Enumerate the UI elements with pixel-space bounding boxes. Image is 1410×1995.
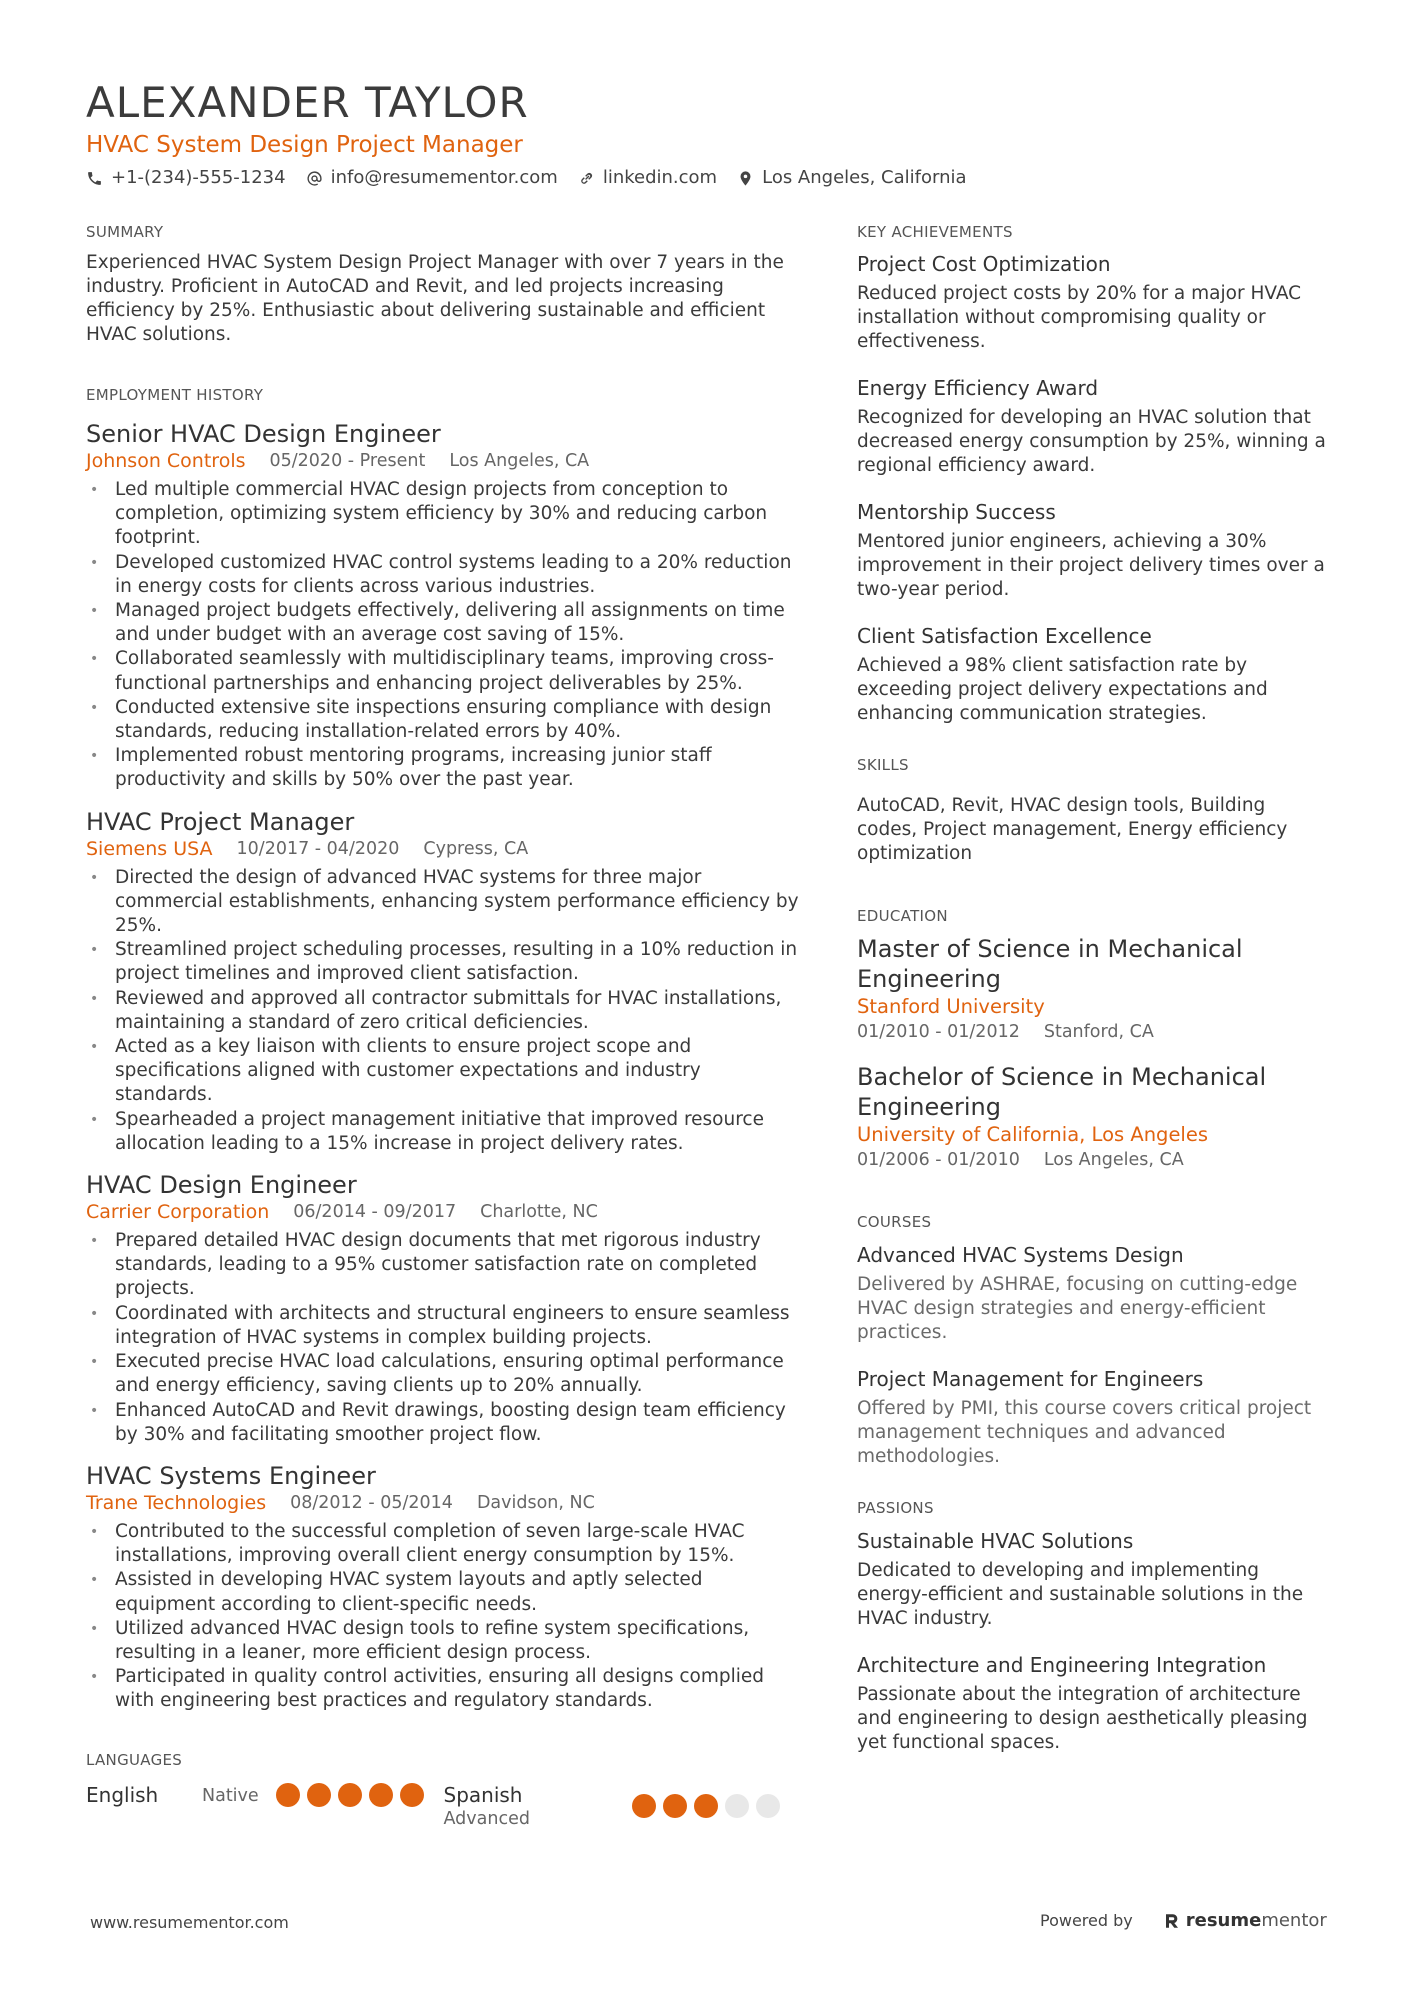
job-company: Siemens USA bbox=[86, 837, 213, 860]
passion-item bbox=[857, 1528, 1327, 1631]
course-item bbox=[857, 1242, 1327, 1345]
achievement-title: Energy Efficiency Award bbox=[857, 376, 1099, 400]
language-rating bbox=[276, 1783, 431, 1807]
link-icon bbox=[578, 170, 595, 187]
rating-dot-filled bbox=[632, 1794, 656, 1818]
job-location: Charlotte, NC bbox=[480, 1202, 598, 1223]
job-dates: 06/2014 - 09/2017 bbox=[293, 1202, 457, 1223]
achievement-title: Mentorship Success bbox=[857, 500, 1056, 524]
education-list bbox=[857, 934, 1327, 1172]
job-bullet: • Streamlined project scheduling processes, resulting in a 10% reduction in project timelines and improved client satisfaction. bbox=[86, 938, 801, 986]
candidate-name: ALEXANDER TAYLOR bbox=[86, 78, 529, 127]
job-bullet: • Prepared detailed HVAC design documents that met rigorous industry standards, leading to a 95% customer satisfaction rate on completed projects. bbox=[86, 1229, 801, 1302]
education-degree: Master of Science in Mechanical Engineering bbox=[857, 935, 1243, 993]
job-role: HVAC Systems Engineer bbox=[86, 1461, 376, 1490]
job-dates: 08/2012 - 05/2014 bbox=[290, 1492, 453, 1513]
achievement-item bbox=[857, 251, 1327, 354]
job-bullet: • Participated in quality control activities, ensuring all designs complied with engineering best practices and regulatory standards. bbox=[86, 1665, 801, 1713]
education-heading: EDUCATION bbox=[857, 907, 948, 925]
achievement-title: Client Satisfaction Excellence bbox=[857, 624, 1152, 648]
language-name: English bbox=[86, 1782, 159, 1807]
contact-linkedin[interactable] bbox=[578, 166, 717, 190]
job-bullet: • Spearheaded a project management initiative that improved resource allocation leading to a 15% increase in project delivery rates. bbox=[86, 1108, 801, 1156]
achievement-desc: Achieved a 98% client satisfaction rate by exceeding project delivery expectations and enhancing communication strategies. bbox=[857, 655, 1268, 724]
rating-dot-filled bbox=[307, 1783, 331, 1807]
skills-heading: SKILLS bbox=[857, 756, 909, 774]
rating-dot-empty bbox=[756, 1794, 780, 1818]
passion-desc: Passionate about the integration of architecture and engineering to design aesthetically pleasing yet functional spaces. bbox=[857, 1684, 1308, 1753]
contact-email[interactable] bbox=[306, 166, 558, 190]
linkedin-text: linkedin.com bbox=[602, 167, 718, 188]
job-bullet: • Collaborated seamlessly with multidisciplinary teams, improving cross-functional partnerships and enhancing project deliverables by 25%. bbox=[86, 647, 801, 695]
passion-item bbox=[857, 1652, 1327, 1755]
education-meta bbox=[857, 1148, 1327, 1172]
education-location: Stanford, CA bbox=[1043, 1022, 1154, 1042]
languages-heading: LANGUAGES bbox=[86, 1750, 183, 1769]
course-desc: Offered by PMI, this course covers critical project management techniques and advanced methodologies. bbox=[857, 1398, 1312, 1467]
education-item bbox=[857, 934, 1327, 1044]
employment-heading: EMPLOYMENT HISTORY bbox=[86, 386, 264, 404]
job-bullet: • Managed project budgets effectively, delivering all assignments on time and under budget with an average cost saving of 15%. bbox=[86, 599, 801, 647]
location-text: Los Angeles, California bbox=[762, 167, 967, 188]
powered-by-label: Powered by bbox=[1040, 1911, 1133, 1930]
job-bullet: • Led multiple commercial HVAC design projects from conception to completion, optimizing system efficiency by 30% and reducing carbon footprint. bbox=[86, 478, 801, 551]
job-entry bbox=[86, 1170, 801, 1447]
job-bullet: • Directed the design of advanced HVAC systems for three major commercial establishments, enhancing system performance efficiency by 25%. bbox=[86, 866, 801, 939]
achievement-item bbox=[857, 623, 1327, 726]
brand-logo[interactable] bbox=[1163, 1910, 1327, 1931]
phone-icon bbox=[86, 170, 103, 187]
education-location: Los Angeles, CA bbox=[1043, 1150, 1184, 1170]
job-bullet: • Utilized advanced HVAC design tools to refine system specifications, resulting in a leaner, more efficient design process. bbox=[86, 1617, 801, 1665]
education-meta bbox=[857, 1020, 1327, 1044]
job-bullet: • Conducted extensive site inspections ensuring compliance with design standards, reducing installation-related errors by 40%. bbox=[86, 696, 801, 744]
job-bullet: • Reviewed and approved all contractor submittals for HVAC installations, maintaining a standard of zero critical deficiencies. bbox=[86, 987, 801, 1035]
summary-heading: SUMMARY bbox=[86, 223, 164, 241]
job-dates: 10/2017 - 04/2020 bbox=[236, 838, 400, 859]
resumementor-logo-icon bbox=[1163, 1912, 1181, 1930]
language-rating bbox=[632, 1794, 787, 1818]
language-name: Spanish bbox=[443, 1782, 523, 1807]
education-item bbox=[857, 1062, 1327, 1172]
rating-dot-filled bbox=[369, 1783, 393, 1807]
job-bullet: • Executed precise HVAC load calculations, ensuring optimal performance and energy efficiency, saving clients up to 20% annually. bbox=[86, 1350, 801, 1398]
education-school: Stanford University bbox=[857, 995, 1045, 1018]
candidate-title: HVAC System Design Project Manager bbox=[86, 132, 523, 158]
achievement-item bbox=[857, 499, 1327, 602]
resume-header bbox=[86, 78, 1326, 190]
rating-dot-filled bbox=[663, 1794, 687, 1818]
job-bullets bbox=[86, 1229, 801, 1447]
rating-dot-filled bbox=[338, 1783, 362, 1807]
passion-list bbox=[857, 1528, 1327, 1755]
location-pin-icon bbox=[737, 170, 754, 187]
language-level: Advanced bbox=[443, 1808, 530, 1829]
left-column bbox=[86, 222, 801, 1832]
language-item bbox=[444, 1782, 802, 1832]
rating-dot-filled bbox=[694, 1794, 718, 1818]
right-column bbox=[857, 222, 1327, 1776]
job-bullets bbox=[86, 866, 801, 1156]
achievement-title: Project Cost Optimization bbox=[857, 252, 1111, 276]
passion-title: Sustainable HVAC Solutions bbox=[857, 1529, 1134, 1553]
achievement-list bbox=[857, 251, 1327, 726]
achievements-heading: KEY ACHIEVEMENTS bbox=[857, 223, 1013, 241]
email-text: info@resumementor.com bbox=[330, 167, 558, 188]
at-icon bbox=[306, 170, 323, 187]
contact-location bbox=[737, 166, 966, 190]
job-bullet: • Coordinated with architects and structural engineers to ensure seamless integration of HVAC systems in complex building projects. bbox=[86, 1302, 801, 1350]
job-role: HVAC Design Engineer bbox=[86, 1171, 357, 1200]
course-title: Advanced HVAC Systems Design bbox=[857, 1243, 1184, 1267]
job-bullet: • Contributed to the successful completion of seven large-scale HVAC installations, improving overall client energy consumption by 15%. bbox=[86, 1520, 801, 1568]
language-list bbox=[86, 1782, 801, 1832]
job-meta bbox=[86, 837, 801, 861]
courses-heading: COURSES bbox=[857, 1213, 932, 1231]
brand-bold: resume bbox=[1185, 1910, 1262, 1931]
rating-dot-empty bbox=[725, 1794, 749, 1818]
job-bullet: • Implemented robust mentoring programs, increasing junior staff productivity and skills by 50% over the past year. bbox=[86, 744, 801, 792]
brand-light: mentor bbox=[1261, 1910, 1327, 1931]
footer-website[interactable]: www.resumementor.com bbox=[90, 1913, 289, 1932]
contact-phone[interactable] bbox=[86, 166, 286, 190]
education-school: University of California, Los Angeles bbox=[857, 1123, 1209, 1146]
achievement-item bbox=[857, 375, 1327, 478]
phone-text: +1-(234)-555-1234 bbox=[111, 167, 286, 188]
job-bullet: • Developed customized HVAC control systems leading to a 20% reduction in energy costs for clients across various industries. bbox=[86, 551, 801, 599]
job-company: Carrier Corporation bbox=[86, 1201, 270, 1224]
job-location: Cypress, CA bbox=[423, 838, 529, 859]
achievement-desc: Recognized for developing an HVAC solution that decreased energy consumption by 25%, winning a regional efficiency award. bbox=[857, 407, 1326, 476]
job-entry bbox=[86, 1461, 801, 1714]
course-list bbox=[857, 1242, 1327, 1469]
passion-desc: Dedicated to developing and implementing energy-efficient and sustainable solutions in the HVAC industry. bbox=[857, 1560, 1304, 1629]
course-title: Project Management for Engineers bbox=[857, 1367, 1204, 1391]
job-dates: 05/2020 - Present bbox=[269, 451, 426, 471]
job-role: Senior HVAC Design Engineer bbox=[86, 420, 441, 448]
job-meta bbox=[86, 449, 801, 473]
job-bullets bbox=[86, 478, 801, 793]
language-item bbox=[86, 1782, 444, 1832]
passion-title: Architecture and Engineering Integration bbox=[857, 1653, 1267, 1677]
job-company: Johnson Controls bbox=[86, 450, 246, 472]
education-dates: 01/2010 - 01/2012 bbox=[857, 1022, 1020, 1042]
job-bullet: • Assisted in developing HVAC system layouts and aptly selected equipment according to client-specific needs. bbox=[86, 1568, 801, 1616]
job-entry bbox=[86, 807, 801, 1156]
language-level: Native bbox=[202, 1785, 259, 1806]
skills-text: AutoCAD, Revit, HVAC design tools, Building codes, Project management, Energy efficiency optimization bbox=[857, 795, 1288, 864]
job-role: HVAC Project Manager bbox=[86, 807, 355, 836]
footer-powered bbox=[1040, 1910, 1327, 1931]
job-location: Los Angeles, CA bbox=[449, 451, 590, 471]
rating-dot-filled bbox=[276, 1783, 300, 1807]
education-degree: Bachelor of Science in Mechanical Engineering bbox=[857, 1063, 1267, 1121]
achievement-desc: Reduced project costs by 20% for a major HVAC installation without compromising quality or effectiveness. bbox=[857, 283, 1302, 352]
summary-text: Experienced HVAC System Design Project Manager with over 7 years in the industry. Proficient in AutoCAD and Revit, and led projects increasing efficiency by 25%. Enthusiastic about delivering sustainable and efficient HVAC solutions. bbox=[86, 252, 784, 345]
job-company: Trane Technologies bbox=[86, 1491, 267, 1514]
job-location: Davidson, NC bbox=[476, 1492, 595, 1513]
education-dates: 01/2006 - 01/2010 bbox=[857, 1150, 1020, 1170]
course-item bbox=[857, 1366, 1327, 1469]
job-meta bbox=[86, 1200, 801, 1224]
job-bullets bbox=[86, 1520, 801, 1714]
achievement-desc: Mentored junior engineers, achieving a 30% improvement in their project delivery times over a two-year period. bbox=[857, 531, 1325, 600]
rating-dot-filled bbox=[400, 1783, 424, 1807]
passions-heading: PASSIONS bbox=[857, 1499, 934, 1517]
job-bullet: • Enhanced AutoCAD and Revit drawings, boosting design team efficiency by 30% and facilitating smoother project flow. bbox=[86, 1399, 801, 1447]
job-bullet: • Acted as a key liaison with clients to ensure project scope and specifications aligned with customer expectations and industry standards. bbox=[86, 1035, 801, 1108]
contact-row bbox=[86, 166, 1326, 190]
job-meta bbox=[86, 1491, 801, 1515]
job-list bbox=[86, 419, 801, 1714]
course-desc: Delivered by ASHRAE, focusing on cutting-edge HVAC design strategies and energy-efficient practices. bbox=[857, 1274, 1298, 1343]
job-entry bbox=[86, 419, 801, 793]
